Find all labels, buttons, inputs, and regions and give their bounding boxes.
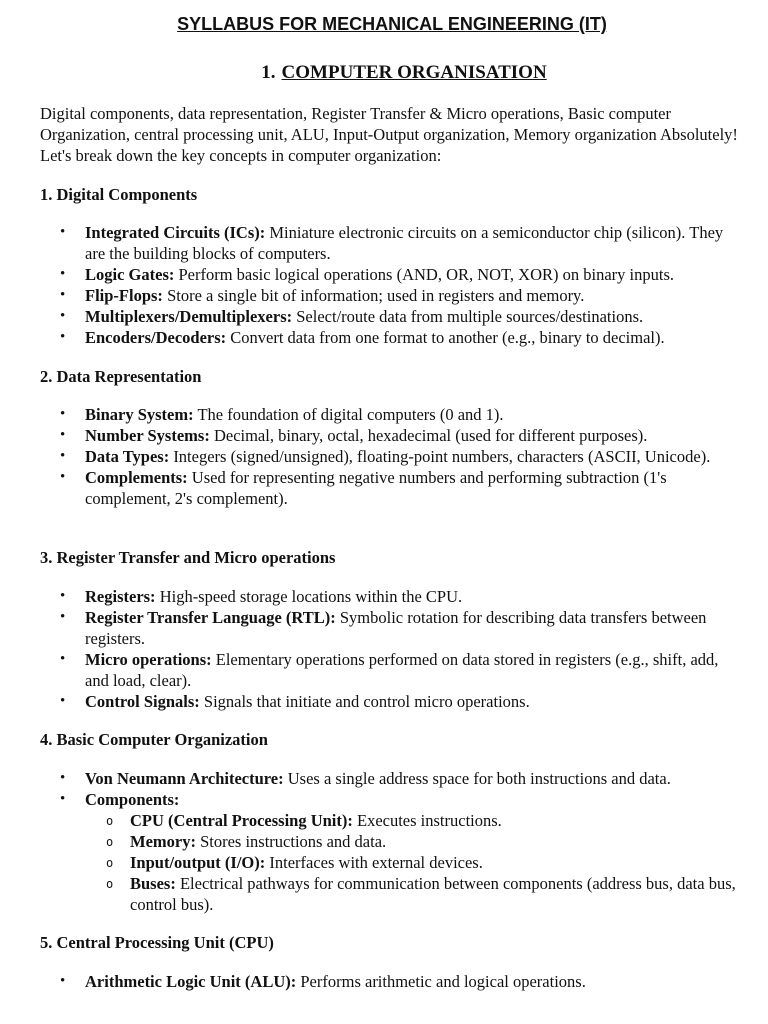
list-item bbox=[40, 607, 745, 649]
list-item-term: Complements: bbox=[85, 468, 188, 487]
list-item-desc: Used for representing negative numbers and performing subtraction (1's complement, 2's complement). bbox=[85, 468, 667, 508]
list-item-term: Arithmetic Logic Unit (ALU): bbox=[85, 972, 297, 991]
section-heading-cpu: 5. Central Processing Unit (CPU) bbox=[40, 933, 274, 952]
intro-paragraph: Digital components, data representation, Register Transfer & Micro operations, Basic computer Organization, central processing unit, ALU, Input-Output organization, Memory organization Absolutely! Let's break down the key concepts in computer organization: bbox=[40, 104, 738, 165]
list-item bbox=[40, 691, 745, 712]
list-item-desc: Decimal, binary, octal, hexadecimal (used for different purposes). bbox=[209, 426, 648, 445]
list-data-representation bbox=[40, 404, 745, 509]
section-heading-digital-components: 1. Digital Components bbox=[40, 185, 198, 204]
sub-list-item-term: CPU (Central Processing Unit): bbox=[130, 811, 353, 830]
list-item-term: Flip-Flops: bbox=[85, 286, 163, 305]
list-item bbox=[40, 264, 745, 285]
list-item-term: Binary System: bbox=[85, 405, 194, 424]
list-item bbox=[40, 285, 745, 306]
list-item-desc: Elementary operations performed on data stored in registers (e.g., shift, add, and load, clear). bbox=[85, 650, 719, 690]
list-item-term: Components: bbox=[85, 790, 180, 809]
list-item-desc: Select/route data from multiple sources/destinations. bbox=[292, 307, 644, 326]
list-item-term: Von Neumann Architecture: bbox=[85, 769, 284, 788]
sub-list-item-desc: Stores instructions and data. bbox=[195, 832, 387, 851]
list-item-desc: The foundation of digital computers (0 and 1). bbox=[193, 405, 504, 424]
list-item-term: Number Systems: bbox=[85, 426, 210, 445]
sub-list-item-term: Buses: bbox=[130, 874, 176, 893]
list-item-desc: High-speed storage locations within the CPU. bbox=[155, 587, 463, 606]
sub-list-item-term: Input/output (I/O): bbox=[130, 853, 266, 872]
section-heading-basic-computer-organization: 4. Basic Computer Organization bbox=[40, 730, 268, 749]
list-item-term: Integrated Circuits (ICs): bbox=[85, 223, 266, 242]
list-item-term: Control Signals: bbox=[85, 692, 200, 711]
list-basic-computer-organization bbox=[40, 768, 745, 915]
list-item bbox=[40, 425, 745, 446]
sub-list-item-desc: Electrical pathways for communication between components (address bus, data bus, control bus). bbox=[130, 874, 736, 914]
list-digital-components bbox=[40, 222, 745, 348]
list-item-desc: Signals that initiate and control micro operations. bbox=[199, 692, 530, 711]
section-title-text: COMPUTER ORGANISATION bbox=[281, 62, 547, 83]
section-heading-data-representation: 2. Data Representation bbox=[40, 367, 202, 386]
list-item-term: Multiplexers/Demultiplexers: bbox=[85, 307, 293, 326]
list-item-desc: Symbolic rotation for describing data transfers between registers. bbox=[85, 608, 707, 648]
sub-list-components bbox=[85, 810, 745, 915]
list-item-desc: Convert data from one format to another (e.g., binary to decimal). bbox=[226, 328, 665, 347]
list-item-desc: Store a single bit of information; used in registers and memory. bbox=[162, 286, 585, 305]
list-item-term: Register Transfer Language (RTL): bbox=[85, 608, 336, 627]
list-item bbox=[40, 586, 745, 607]
sub-list-item bbox=[85, 873, 745, 915]
list-item bbox=[40, 971, 745, 992]
sub-list-item bbox=[85, 852, 745, 873]
list-item-term: Registers: bbox=[85, 587, 156, 606]
list-item-term: Data Types: bbox=[85, 447, 170, 466]
list-item bbox=[40, 404, 745, 425]
sub-list-item bbox=[85, 831, 745, 852]
section-heading-register-transfer: 3. Register Transfer and Micro operations bbox=[40, 548, 336, 567]
list-cpu bbox=[40, 971, 745, 992]
list-item-term: Logic Gates: bbox=[85, 265, 175, 284]
list-item bbox=[40, 327, 745, 348]
section-title-number: 1. bbox=[261, 62, 276, 83]
page-title: SYLLABUS FOR MECHANICAL ENGINEERING (IT) bbox=[177, 14, 607, 34]
list-item bbox=[40, 789, 745, 915]
sub-list-item-term: Memory: bbox=[130, 832, 196, 851]
section-title bbox=[0, 62, 768, 83]
list-item bbox=[40, 222, 745, 264]
list-item-term: Encoders/Decoders: bbox=[85, 328, 227, 347]
sub-list-item bbox=[85, 810, 745, 831]
list-item-desc: Performs arithmetic and logical operations. bbox=[296, 972, 586, 991]
list-item bbox=[40, 649, 745, 691]
list-register-transfer bbox=[40, 586, 745, 712]
list-item bbox=[40, 446, 745, 467]
sub-list-item-desc: Interfaces with external devices. bbox=[265, 853, 483, 872]
list-item-term: Micro operations: bbox=[85, 650, 212, 669]
list-item bbox=[40, 306, 745, 327]
list-item-desc: Perform basic logical operations (AND, OR, NOT, XOR) on binary inputs. bbox=[174, 265, 675, 284]
list-item-desc: Uses a single address space for both instructions and data. bbox=[283, 769, 671, 788]
sub-list-item-desc: Executes instructions. bbox=[352, 811, 502, 830]
list-item bbox=[40, 768, 745, 789]
list-item bbox=[40, 467, 745, 509]
list-item-desc: Integers (signed/unsigned), floating-point numbers, characters (ASCII, Unicode). bbox=[169, 447, 711, 466]
list-item-desc: Miniature electronic circuits on a semiconductor chip (silicon). They are the building blocks of computers. bbox=[85, 223, 724, 263]
